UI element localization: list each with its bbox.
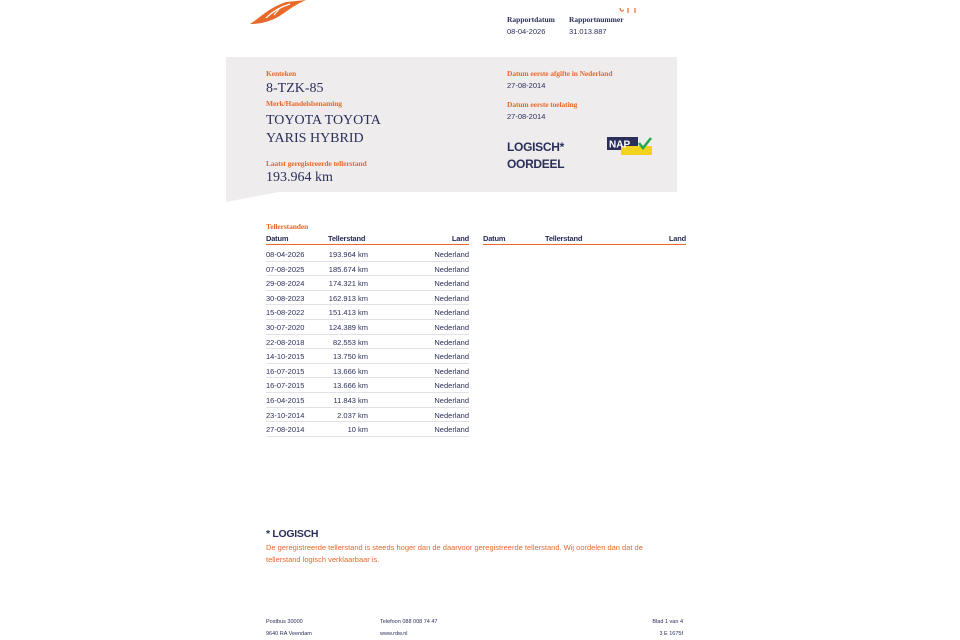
row-odometer: 193.964 km — [328, 250, 368, 259]
table-row — [266, 335, 469, 350]
row-odometer: 162.913 km — [328, 293, 368, 303]
header-date-right: Datum — [483, 234, 506, 243]
row-odometer: 82.553 km — [332, 337, 368, 347]
report-number-value: 31.013.887 — [569, 27, 607, 36]
row-country: Nederland — [434, 293, 469, 303]
table-header-left — [266, 234, 469, 245]
row-odometer: 13.750 km — [332, 352, 368, 362]
rdw-logo — [246, 0, 316, 26]
nap-logo — [607, 137, 653, 156]
row-date: 08-04-2026 — [266, 250, 305, 259]
row-odometer: 151.413 km — [328, 308, 368, 318]
row-date: 14-10-2015 — [266, 352, 305, 362]
header-country-right: Land — [668, 234, 686, 243]
row-country: Nederland — [434, 322, 469, 332]
row-date: 23-10-2014 — [266, 410, 305, 420]
first-nl-label: Datum eerste afgifte in Nederland — [507, 69, 613, 78]
table-row — [266, 364, 469, 379]
plate-value: 8-TZK-85 — [266, 81, 324, 96]
first-nl-value: 27-08-2014 — [507, 81, 546, 90]
row-country: Nederland — [434, 395, 469, 405]
table-row — [266, 247, 469, 262]
row-date: 30-07-2020 — [266, 322, 305, 332]
header-date: Datum — [266, 234, 289, 243]
row-country: Nederland — [434, 308, 469, 318]
verdict-line-2: OORDEEL — [507, 157, 565, 171]
row-odometer: 11.843 km — [333, 395, 368, 405]
header-odometer: Tellerstand — [328, 234, 366, 243]
row-date: 22-08-2018 — [266, 337, 305, 347]
footer-phone: Telefoon 088 008 74 47 — [380, 619, 438, 625]
first-admission-label: Datum eerste toelating — [507, 100, 578, 109]
header-odometer-right: Tellerstand — [545, 234, 583, 243]
row-date: 07-08-2025 — [266, 264, 305, 274]
note-text: De geregistreerde tellerstand is steeds hoger dan de daarvoor geregistreerde tellerstand. Wij oordelen dan dat de tellerstand logisch verklaarbaar is. — [266, 543, 643, 564]
footer-address-2: 9640 RA Veendam — [266, 631, 312, 637]
odometer-label: Laatst geregistreerde tellerstand — [266, 159, 367, 168]
report-number-label: Rapportnummer — [569, 15, 624, 24]
row-country: Nederland — [434, 425, 469, 435]
odometer-value: 193.964 km — [266, 170, 333, 185]
row-date: 16-07-2015 — [266, 366, 305, 376]
row-date: 30-08-2023 — [266, 293, 305, 303]
row-odometer: 2.037 km — [337, 410, 368, 420]
footer-address-1: Postbus 30000 — [266, 619, 303, 625]
row-country: Nederland — [434, 381, 469, 391]
table-row — [266, 305, 469, 320]
footer-page-number: Blad 1 van 4 — [652, 619, 683, 625]
make-line-2: YARIS HYBRID — [266, 131, 364, 146]
report-date-value: 08-04-2026 — [507, 27, 546, 36]
table-row — [266, 349, 469, 364]
table-header-right — [483, 234, 686, 245]
row-date: 29-08-2024 — [266, 279, 305, 289]
panel-tail — [226, 191, 284, 202]
table-row — [266, 262, 469, 277]
row-date: 15-08-2022 — [266, 308, 305, 318]
odometer-table-title: Tellerstanden — [266, 222, 309, 231]
row-date: 16-07-2015 — [266, 381, 305, 391]
row-country: Nederland — [434, 264, 469, 274]
table-row — [266, 320, 469, 335]
make-line-1: TOYOTA TOYOTA — [266, 113, 381, 128]
report-date-label: Rapportdatum — [507, 15, 555, 24]
row-date: 27-08-2014 — [266, 425, 305, 435]
table-row — [266, 422, 469, 437]
table-row — [266, 393, 469, 408]
row-odometer: 124.389 km — [328, 322, 368, 332]
row-country: Nederland — [434, 250, 469, 259]
row-odometer: 13.666 km — [332, 366, 368, 376]
nap-logo-text: NAP — [609, 139, 631, 151]
footer-website[interactable]: www.rdw.nl — [380, 631, 408, 637]
table-row — [266, 276, 469, 291]
row-country: Nederland — [434, 352, 469, 362]
row-odometer: 174.321 km — [328, 279, 368, 289]
row-odometer: 185.674 km — [328, 264, 368, 274]
row-country: Nederland — [434, 337, 469, 347]
row-country: Nederland — [434, 366, 469, 376]
odometer-rows — [266, 247, 469, 437]
row-country: Nederland — [434, 410, 469, 420]
table-row — [266, 408, 469, 423]
plate-label: Kenteken — [266, 69, 297, 78]
note-title: * LOGISCH — [266, 528, 319, 540]
first-admission-value: 27-08-2014 — [507, 112, 546, 121]
make-label: Merk/Handelsbenaming — [266, 99, 342, 108]
header-title-fragment — [618, 0, 642, 5]
row-country: Nederland — [434, 279, 469, 289]
header-country: Land — [451, 234, 469, 243]
table-row — [266, 291, 469, 306]
verdict-line-1: LOGISCH* — [507, 140, 564, 154]
row-odometer: 13.666 km — [332, 381, 368, 391]
row-odometer: 10 km — [347, 425, 368, 435]
row-date: 16-04-2015 — [266, 395, 305, 405]
table-row — [266, 378, 469, 393]
footer-code: 3 E 1675f — [659, 631, 683, 637]
